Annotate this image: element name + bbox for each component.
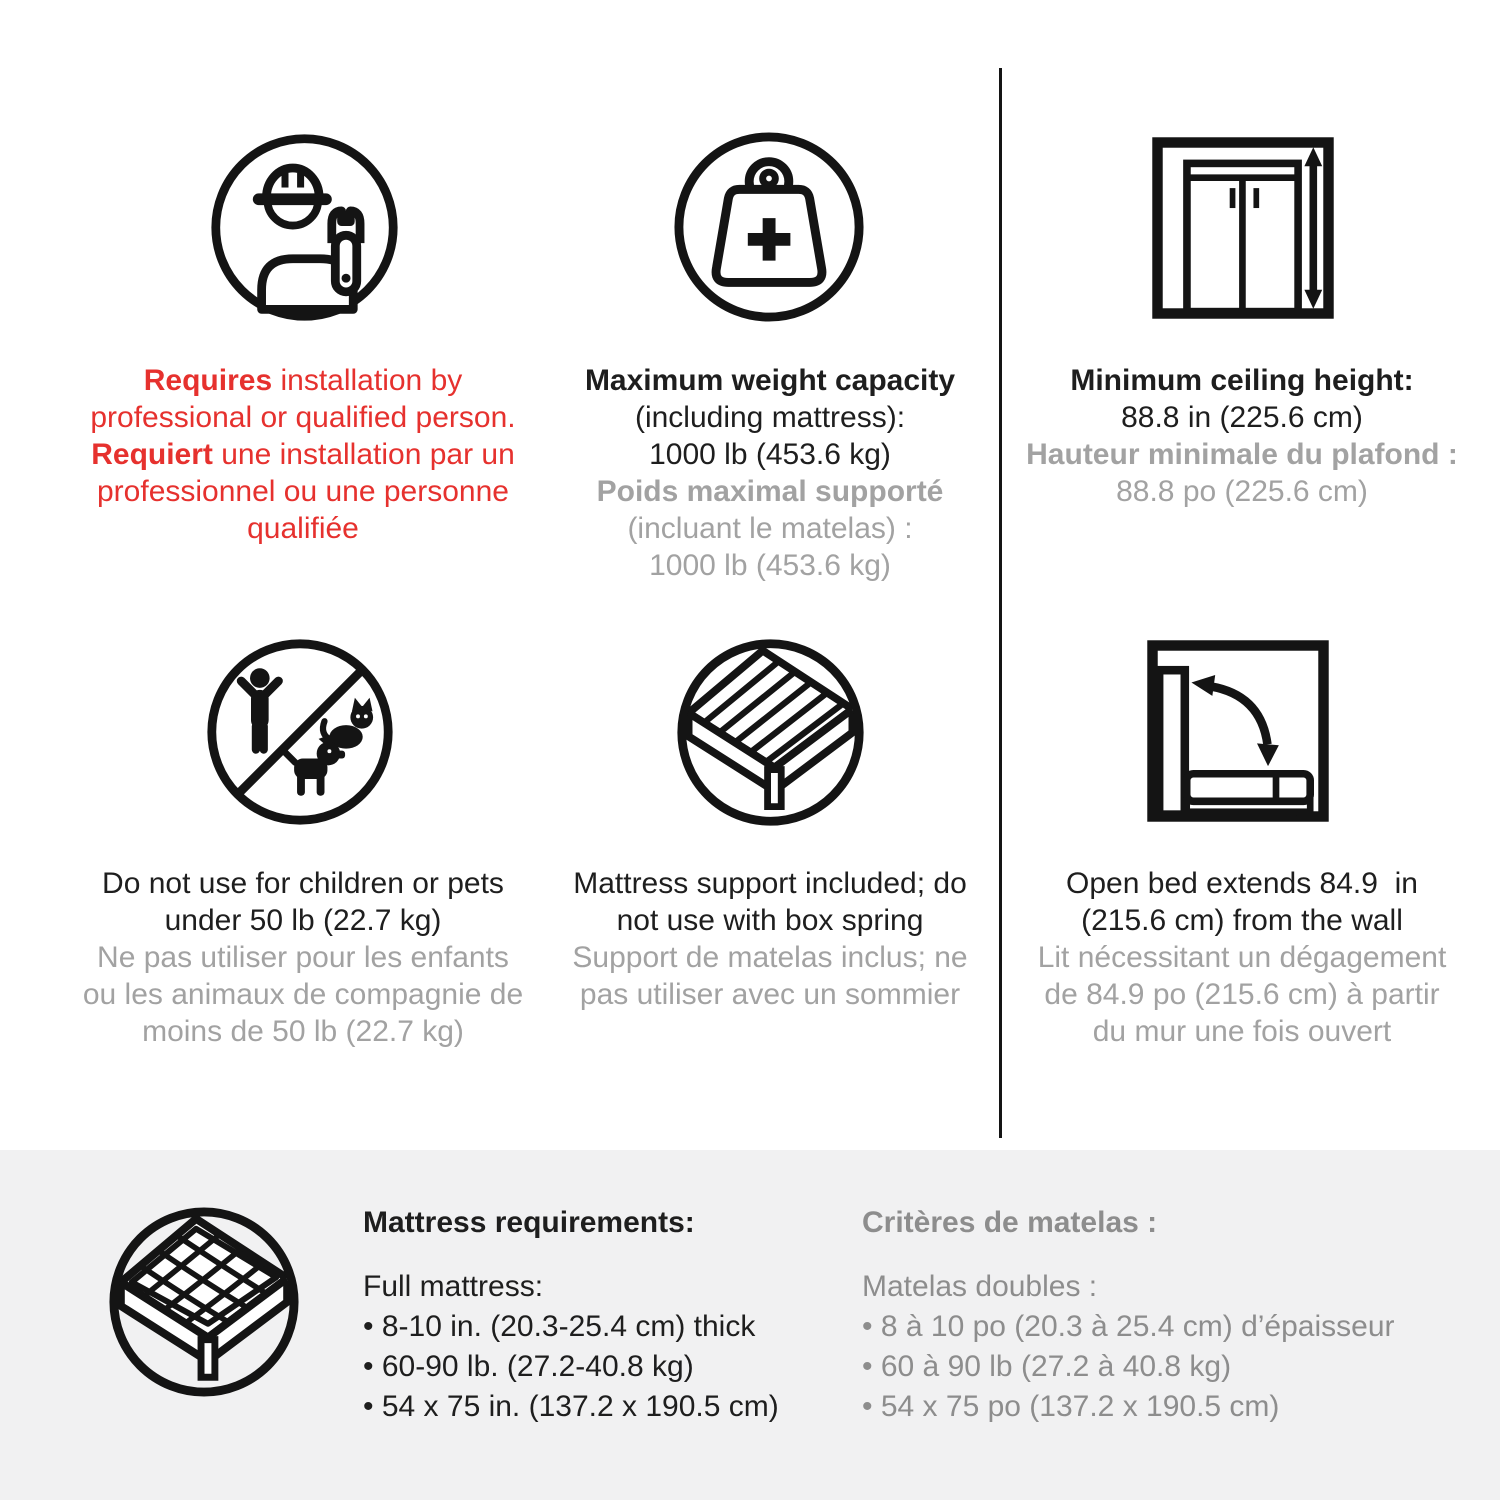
weight-plus-icon [670,128,868,326]
mattress-requirements-title-fr: Critères de matelas : [862,1206,1158,1239]
no-children-or-pets-icon [202,634,398,830]
text-line: Open bed extends 84.9 in [1066,867,1418,900]
text-line-fr: (incluant le matelas) : [627,512,913,545]
text-line-fr: ou les animaux de compagnie de [82,978,524,1011]
list-item: • 60 à 90 lb (27.2 à 40.8 kg) [862,1347,1395,1387]
text-line: under 50 lb (22.7 kg) [164,904,442,937]
installer-with-wrench-icon [207,130,402,325]
text-rest: une installation par un [212,438,515,471]
mattress-requirements-title: Mattress requirements: [363,1206,695,1239]
max-weight-note [535,362,1005,584]
list-item: • 54 x 75 in. (137.2 x 190.5 cm) [363,1387,779,1427]
list-item: • 60-90 lb. (27.2-40.8 kg) [363,1347,779,1387]
text-line: Mattress support included; do [573,867,967,900]
text-line: Do not use for children or pets [102,867,504,900]
text-line-fr: de 84.9 po (215.6 cm) à partir [1044,978,1440,1011]
text-line-fr: Lit nécessitant un dégagement [1037,941,1447,974]
text-line: 1000 lb (453.6 kg) [649,438,891,471]
max-weight-title: Maximum weight capacity [584,364,956,397]
mattress-specs-list-en [363,1307,779,1427]
text-line-fr: Poids maximal supporté [596,475,944,508]
installation-note [58,362,548,547]
text-line: (215.6 cm) from the wall [1081,904,1403,937]
text-line [58,436,548,473]
list-item: • 8 à 10 po (20.3 à 25.4 cm) d’épaisseur [862,1307,1395,1347]
text-line-fr: Ne pas utiliser pour les enfants [97,941,509,974]
full-mattress-label-fr: Matelas doubles : [862,1270,1098,1303]
text-line-fr: moins de 50 lb (22.7 kg) [142,1015,464,1048]
text-line-fr: Hauteur minimale du plafond : [1026,438,1458,471]
text-line-fr: pas utiliser avec un sommier [579,978,961,1011]
ceiling-title: Minimum ceiling height: [1070,364,1414,397]
list-item: • 8-10 in. (20.3-25.4 cm) thick [363,1307,779,1347]
text-line-fr: Support de matelas inclus; ne [572,941,968,974]
open-bed-note [1005,865,1479,1050]
text-line-fr: du mur une fois ouvert [1092,1015,1392,1048]
slatted-mattress-support-icon [673,635,868,830]
text-line: (including mattress): [634,401,906,434]
text-bold: Requiert [91,438,213,471]
text-line: 88.8 in (225.6 cm) [1121,401,1363,434]
list-item: • 54 x 75 po (137.2 x 190.5 cm) [862,1387,1395,1427]
text-line-fr: 88.8 po (225.6 cm) [1116,475,1368,508]
mattress-requirements-en [363,1203,779,1427]
mattress-requirements-fr [862,1203,1395,1427]
mattress-specs-list-fr [862,1307,1395,1427]
text-line: not use with box spring [616,904,924,937]
full-mattress-label: Full mattress: [363,1270,544,1303]
quilted-mattress-corner-icon [105,1203,303,1401]
ceiling-height-note [1005,362,1479,510]
text-line: professional or qualified person. [90,401,516,434]
text-line: professionnel ou une personne [97,475,509,508]
text-line [58,362,548,399]
text-rest: installation by [272,364,463,397]
text-line: qualifiée [247,512,359,545]
cabinet-height-arrow-icon [1148,133,1338,323]
bed-folding-from-wall-icon [1143,636,1333,826]
text-bold: Requires [143,364,273,397]
mattress-support-note [535,865,1005,1013]
no-children-pets-note [58,865,548,1050]
text-line-fr: 1000 lb (453.6 kg) [649,549,891,582]
